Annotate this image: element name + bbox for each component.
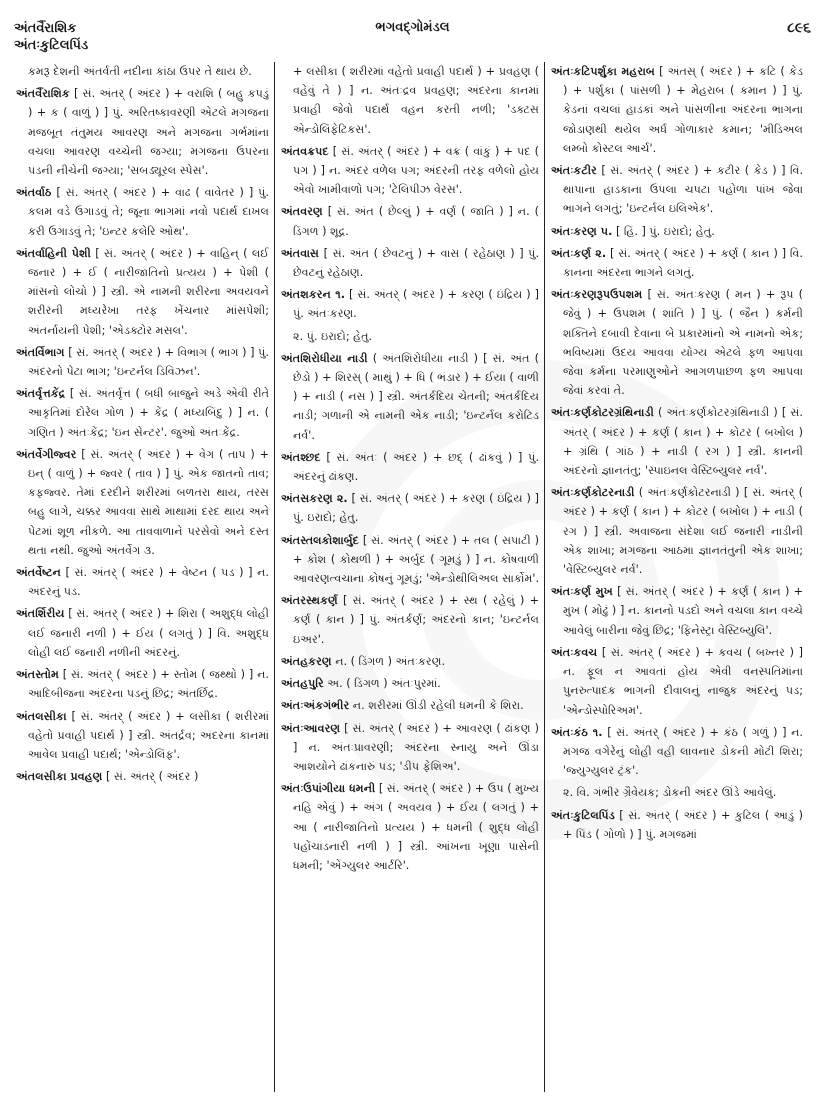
- entry-definition: [ સં. અંતર્ ( અંદર ) + કરણ ( ઇંદ્રિય ) ] પું. ઇરાદો; હેતુ.: [293, 492, 540, 525]
- entry-definition: [ અંતસ્ ( અંદર ) + કટિ ( કેડ ) + પર્શુકા ( પાંસળી ) + મેહરાબ ( કમાન ) ] પું. કેડનાં વચલાં હાડકાં અને પાંસળીના અંદરના ભાગના જોડાણથી થયેલ અર્ધ ગોળાકાર કમાન; 'મીડિઅલ લમ્બો કોસ્ટલ આર્ચ'.: [563, 65, 803, 155]
- dictionary-entry: [551, 643, 803, 720]
- dictionary-entry: [16, 84, 269, 180]
- guide-word-first: અંતર્વૈરાશિક: [14, 21, 77, 36]
- dictionary-entry: [551, 403, 803, 480]
- entry-headword: અંતસકરણ ૨.: [281, 492, 348, 506]
- entry-definition: ( અંતશિરોધીયા નાડી ) [ સં. અંત ( છેડો ) + શિરસ્ ( માથું ) + ધિ ( ભંડાર ) + ઈયા ( વાળી ) + નાડી ( નસ ) ] સ્ત્રી. અંતર્કદિય ચેતની; અંતર્કદિય નાડી; ગળાની એ નામની એક નાડી; 'ઇન્ટર્નલ કરોટિડ નર્વ'.: [293, 351, 539, 442]
- dictionary-entry: [16, 62, 269, 81]
- dictionary-entry: [16, 183, 269, 241]
- entry-definition: [ સં. અંતર્ ( અંદર ) + વાઢ ( વાવેતર ) ] પું. કલમ વડે ઉગાડવું તે; જૂના ભાગમાં નવો પદાર્થ દાખલ કરી ઉગાડવું તે; 'ઇન્ટર કલેરિ ઓથ'.: [28, 186, 269, 238]
- entry-headword: અંતઃકટિપર્શુકા મહરાબ: [551, 65, 655, 78]
- dictionary-entry: [551, 62, 803, 158]
- entry-definition: [ સં. અંત ( છેલ્લું ) + વર્ણ ( જાતિ ) ] ન. ( ડિંગળ ) શૂદ્ર.: [293, 205, 540, 238]
- entry-headword: અંતર્વૈરાશિક: [16, 87, 70, 101]
- dictionary-entry: [551, 783, 803, 802]
- entry-headword: અંતઃકર્ણ ૨.: [551, 246, 607, 260]
- entry-headword: અંતસ્તલકોશાર્બુદ: [281, 533, 359, 547]
- entry-headword: અંતસ્તોમ: [16, 668, 59, 682]
- entry-headword: અંતઃકટીર: [551, 164, 597, 178]
- entry-headword: અંતર્શિરીય: [16, 607, 65, 621]
- running-title: ભગવદ્ગોમંડલ: [375, 20, 450, 35]
- entry-definition: [ સં. અંતર્ ( અંદર ) + વેષ્ટન ( પડ ) ] ન. અંદરનું પડ.: [28, 566, 269, 599]
- dictionary-entry: [281, 719, 539, 777]
- dictionary-entry: [281, 244, 539, 282]
- entry-definition: + લસીકા ( શરીરમાં વહેતો પ્રવાહી પદાર્થ ) + પ્રવહણ ( વહેવું તે ) ] ન. અંતઃદ્રવ પ્રવહણ; અંદરના કાનમાં પ્રવાહી જેવો પદાર્થ વહન કરતી નળી; 'ડક્ટસ એન્ડોલિંફેટિકસ'.: [293, 65, 539, 136]
- column-3: [544, 62, 808, 1092]
- dictionary-entry: [281, 489, 539, 527]
- entry-definition: [ સં. અંતર્ ( અંદર ) + વેગ ( તાપ ) + ઇન્ ( વાળું ) + જ્વર ( તાવ ) ] પું. એક જાતનો તાવ; કફજ્વર. તેમાં દરદીને શરીરમાં બળતરા થાય, તરસ બહુ લાગે, ચક્કર આવવા સાથે માથામાં દરદ થાય અને પેટમાં શૂળ નીકળે. આ તાવવાળાને પરસેવો અને દસ્ત થતા નથી. જુઓ અંતર્વેગ ૩.: [28, 447, 269, 557]
- dictionary-entry: [281, 62, 539, 139]
- entry-definition: [ હિં. ] પું. ઇરાદો; હેતુ.: [615, 224, 715, 238]
- entry-definition: [ સં. અંતર્વૃત્ત ( બધી બાજુને અડે એવી રીતે આકૃતિમાં દોરેલ ગોળ ) + કેંદ્ર ( મધ્યબિંદુ ) ] ન. ( ગણિત ) અંતઃકેંદ્ર; 'ઇન સેન્ટર'. જુઓ અંતઃકેંદ્ર.: [28, 387, 269, 439]
- entry-headword: અંતઃકર્ણકોટરગ્રંથિનાડી: [551, 406, 654, 420]
- dictionary-entry: [16, 665, 269, 703]
- dictionary-entry: [16, 604, 269, 662]
- entry-headword: અંતશકરન ૧.: [281, 288, 345, 302]
- dictionary-entry: [551, 244, 803, 282]
- entry-headword: અંતઃકરણરૂપઉપશમ: [551, 288, 643, 302]
- dictionary-entry: [16, 707, 269, 765]
- dictionary-entry: [281, 202, 539, 240]
- entry-headword: અંતર્વાઠ: [16, 186, 52, 200]
- entry-definition: [ સં. અંતર્ ( અંદર ): [105, 770, 199, 784]
- entry-headword: અંતઃઉપાંગીયા ધમની: [281, 782, 376, 796]
- dictionary-entry: [281, 652, 539, 671]
- dictionary-entry: [281, 696, 539, 715]
- entry-definition: [ સં. અંતર્ ( અંદર ) + તલ ( સપાટી ) + કોશ ( કોથળી ) + અર્બુદ ( ગૂમડું ) ] ન. કોષવાળી આવરણત્વચાના કોષનું ગૂમડું; 'એન્ડોથીલિઅલ સાર્કોમ'.: [293, 533, 540, 586]
- entry-definition: [ સં. અંતર્ ( અંદર ) + કંઠ ( ગળું ) ] ન. મગજ વગેરેનું લોહી વહી લાવનાર ડોકની મોટી શિરા; 'જ્યુગ્યુલર ટ્રંક'.: [563, 725, 803, 778]
- page-header: [0, 0, 825, 60]
- entry-definition: [ સં. અંતર્ ( અંદર ) + સ્થ ( રહેલું ) + કર્ણ ( કાન ) ] પું. અંતર્કર્ણ; અંદરનો કાન; 'ઇન્ટર્નલ ઇઅર'.: [293, 594, 540, 646]
- entry-headword: અંતર્વેષ્ટન: [16, 566, 61, 580]
- entry-headword: અંતર્વેગીજ્વર: [16, 447, 77, 461]
- entry-headword: અંતઃકવચ: [551, 645, 598, 659]
- entry-definition: [ સં. અંતઃ ( અંદર ) + છદ્ ( ઢાંકવું ) ] પું. અંદરનું ઢાંકણ.: [293, 450, 539, 484]
- entry-definition: [ સં. અંતર્ ( અંદર ) + સ્તોમ ( જથ્થો ) ] ન. આદિબીજના અંદરના પડનું છિદ્ર; અંતર્છિદ્ર.: [28, 668, 269, 701]
- entry-headword: અંતરસ્થકર્ણ: [281, 594, 338, 608]
- entry-definition: ૨. વિ. ગંભીર ગ્રૈવેયક; ડોકની અંદર ઊંડે આવેલું.: [563, 786, 777, 800]
- dictionary-entry: [281, 591, 539, 649]
- entry-definition: [ સં. અંતર્ ( અંદર ) + વાહિન્ ( લઈ જનાર ) + ઈ ( નારીજાતિનો પ્રત્યય ) + પેશી ( માંસનો લોચો ) ] સ્ત્રી. એ નામની શરીરના અવયવને શરીરની મધ્યરેખા તરફ ખેંચનાર માંસપેશી; અંતર્નાયની પેશી; 'એડક્ટોર મસલ'.: [28, 246, 269, 337]
- entry-definition: [ સં. અંતર્ ( અંદર ) + આવરણ ( ઢાંકણ ) ] ન. અંતઃપ્રાવરણી; અંદરના સ્નાયુ અને ઊંડા આશયોને ઢાંકનારું પડ; 'ડીપ ફેશિઅ'.: [293, 721, 539, 773]
- entry-headword: અંતઃકુટિલપિંડ: [551, 808, 615, 822]
- entry-definition: ( અંતઃકર્ણકોટરનાડી ) [ સં. અંતર્ ( અંદર ) + કર્ણ ( કાન ) + કોટર ( બખોલ ) + નાડી ( રગ ) ] સ્ત્રી. અવાજના સંદેશા લઈ જનારી નાડીની એક શાખા; મગજના આઠમા જ્ઞાનતંતુની એક શાખા; 'વેસ્ટિબ્યુલર નર્વ'.: [563, 486, 803, 577]
- entry-definition: [ સં. અંતર્ ( અંદર ) + કર્ણ ( કાન ) ] વિ. કાનના અંદરના ભાગને લગતું.: [563, 246, 803, 280]
- dictionary-entry: [281, 142, 539, 200]
- entry-headword: અંતર્વૃત્તકેંદ્ર: [16, 387, 66, 401]
- entry-definition: [ સં. અંતઃકરણ ( મન ) + રૂપ ( જેવું ) + ઉપશમ ( શાંતિ ) ] પું. ( જૈન ) કર્મની શક્તિને દબાવી દેવાના બે પ્રકારમાંનો એ નામનો એક; ભવિષ્યમાં ઉદય આવવા યોગ્ય એટલે ફળ આપવા જેવા કર્મના પરમાણુઓને આગળપાછળ ફળ આપવા જેવાં કરવાં તે.: [563, 288, 803, 398]
- entry-definition: ન. ( ડિંગળ ) અંતઃકરણ.: [335, 654, 446, 668]
- entry-headword: અંતવાસ: [281, 246, 319, 260]
- column-2: [274, 62, 544, 1092]
- dictionary-entry: [281, 327, 539, 346]
- entry-definition: [ સં. અંતર્ ( અંદર ) + કરણ ( ઇંદ્રિય ) ] પું. અંતઃકરણ.: [293, 288, 540, 321]
- entry-headword: અંતઃકર્ણકોટરનાડી: [551, 486, 635, 500]
- dictionary-entry: [281, 674, 539, 693]
- entry-headword: અંતલસીકા પ્રવહણ: [16, 770, 103, 784]
- entry-definition: ૨. પું. ઇરાદો; હેતુ.: [293, 329, 373, 343]
- entry-definition: [ સં. અંતર્ ( અંદર ) + કુટિલ ( આડું ) + પિંડ ( ગોળો ) ] પું. મગજમાં: [563, 808, 803, 841]
- entry-headword: અંતઃકર્ણ મુખ: [551, 585, 613, 599]
- entry-definition: [ સં. અંતર્ ( અંદર ) + ઉપ ( મુખ્ય નહિ એવું ) + અંગ ( અવયવ ) + ઈય ( લગતું ) + આ ( નારીજાતિનો પ્રત્યય ) + ધમની ( શુદ્ધ લોહી પહોંચાડનારી નળી ) ] સ્ત્રી. આંખના ખૂણા પાસેની ધમની; 'એંગ્યુલર આર્ટરિ'.: [293, 782, 539, 872]
- entry-headword: અંતલસીકા: [16, 709, 67, 723]
- dictionary-entry: [16, 343, 269, 381]
- entry-headword: અંતર્વાહિની પેશી: [16, 246, 91, 260]
- entry-headword: અંતઃઅંકગંભીર: [281, 699, 350, 713]
- entry-headword: અંતહપુરિ: [281, 677, 324, 691]
- dictionary-entry: [551, 483, 803, 579]
- dictionary-entry: [16, 563, 269, 601]
- dictionary-entry: [281, 285, 539, 323]
- entry-definition: અ. ( ડિંગળ ) અંતઃપુરમાં.: [327, 677, 441, 691]
- dictionary-entry: [281, 349, 539, 445]
- dictionary-entry: [16, 767, 269, 786]
- entry-definition: [ સં. અંતર્ ( અંદર ) + વરાશિ ( બહુ કપડું ) + ક ( વાળું ) ] પું. અરિતષ્કાવરણી એટલે મગજના મજબૂત તંતુમય આવરણ અને મગજના ગર્ભમાંના વચલા આવરણ વચ્ચેની જગ્યા; મગજના ઉપરના પડની નીચેની જગ્યા; 'સબડ્યૂરલ સ્પેસ'.: [28, 87, 269, 178]
- dictionary-entry: [551, 222, 803, 241]
- entry-definition: [ સં. અંતર્ ( અંદર ) + કટીર ( કેડ ) ] વિ. થાપાના હાડકાના ઉપલા ચપટા પહોળા પાંખ જેવા ભાગને લગતું; 'ઇન્ટર્નલ ઇલિએક'.: [563, 164, 803, 216]
- dictionary-entry: [16, 445, 269, 560]
- entry-headword: અંતર્વિભાગ: [16, 345, 65, 359]
- entry-headword: અંતશિરોધીયા નાડી: [281, 351, 368, 365]
- guide-word-last: અંતઃકુટિલપિંડ: [14, 38, 89, 53]
- dictionary-entry: [551, 806, 803, 844]
- entry-headword: અંતઃકરણ ૫.: [551, 224, 613, 238]
- entry-definition: [ સં. અંતર્ ( અંદર ) + કર્ણ ( કાન ) + મુખ ( મોઢું ) ] ન. કાનનો પડદો અને વચલા કાન વચ્ચે આવેલું બારીના જેવું છિદ્ર; 'ફિનેસ્ટ્રા વેસ્ટિબ્યુલિ'.: [563, 585, 803, 637]
- entry-headword: અંતઃઆવરણ: [281, 721, 341, 735]
- dictionary-entry: [281, 448, 539, 486]
- entry-headword: અંતઃકંઠ ૧.: [551, 725, 603, 739]
- entry-definition: ન. શરીરમાં ઊંડી રહેલી ધમની કે શિરા.: [352, 699, 524, 713]
- entry-definition: ( અંતઃકર્ણકોટરગ્રંથિનાડી ) [ સં. અંતર્ ( અંદર ) + કર્ણ ( કાન ) + કોટર ( બખોલ ) + ગ્રંથિ ( ગાંઠ ) + નાડી ( રગ ) ] સ્ત્રી. કાનની અંદરનો જ્ઞાનતંતુ; 'સ્પાઇનલ વેસ્ટિબ્યુલર નર્વ'.: [563, 406, 803, 478]
- dictionary-entry: [281, 531, 539, 589]
- entry-headword: અંતશ્છદ: [281, 450, 321, 464]
- entry-definition: [ સં. અંતર્ ( અંદર ) + શિરા ( અશુદ્ધ લોહી લઈ જનારી નળી ) + ઈય ( લગતું ) ] વિ. અશુદ્ધ લોહી લઈ જનારી નળીની અંદરનું.: [28, 607, 269, 659]
- entry-definition: [ સં. અંતર્ ( અંદર ) + વક્ર ( વાંકું ) + પદ ( પગ ) ] ન. અંદર વળેલ પગ; અંદરની તરફ વળેલો હોય એવો ખામીવાળો પગ; 'ટેલિપીઝ વેરસ'.: [293, 144, 540, 197]
- dictionary-entry: [551, 285, 803, 400]
- entry-definition: [ સં. અંત ( છેવટનું ) + વાસ ( રહેઠાણ ) ] પું. છેવટનું રહેઠાણ.: [293, 246, 540, 280]
- entry-definition: [ સં. અંતર્ ( અંદર ) + લસીકા ( શરીરમાં વહેતો પ્રવાહી પદાર્થ ) ] સ્ત્રી. અંતર્દ્રવ; અંદરના કાનમાં આવેલ પ્રવાહી પદાર્થ; 'એન્ડોલિંફ'.: [28, 709, 269, 761]
- dictionary-entry: [551, 582, 803, 640]
- dictionary-entry: [281, 779, 539, 875]
- entry-definition: [ સં. અંતર્ ( અંદર ) + કવચ ( બખ્તર ) ] ન. ફૂલ ન આવતાં હોય એવી વનસ્પતિમાંના પુનરુત્પાદક ભાગની દીવાલનું નાજુક અંદરનું પડ; 'એન્ડોસ્પોરિઅમ'.: [563, 645, 804, 717]
- column-1: [10, 62, 274, 1092]
- dictionary-entry: [551, 723, 803, 781]
- dictionary-entry: [551, 161, 803, 219]
- entry-definition: [ સં. અંતર્ ( અંદર ) + વિભાગ ( ભાગ ) ] પું. અંદરનો પેટા ભાગ; 'ઇન્ટર્નલ ડિવિઝન'.: [28, 345, 270, 379]
- dictionary-entry: [16, 384, 269, 442]
- entry-headword: અંતવક્રપદ: [281, 144, 329, 158]
- page-number: ૮૯૬: [787, 20, 811, 36]
- dictionary-columns: [10, 62, 818, 1092]
- dictionary-entry: [16, 244, 269, 340]
- entry-definition: કમરૂ દેશની અંતર્વતી નદીના કાંઠા ઉપર તે થાય છે.: [28, 65, 252, 78]
- entry-headword: અંતવરણ: [281, 205, 323, 219]
- entry-headword: અંતહકરણ: [281, 654, 332, 668]
